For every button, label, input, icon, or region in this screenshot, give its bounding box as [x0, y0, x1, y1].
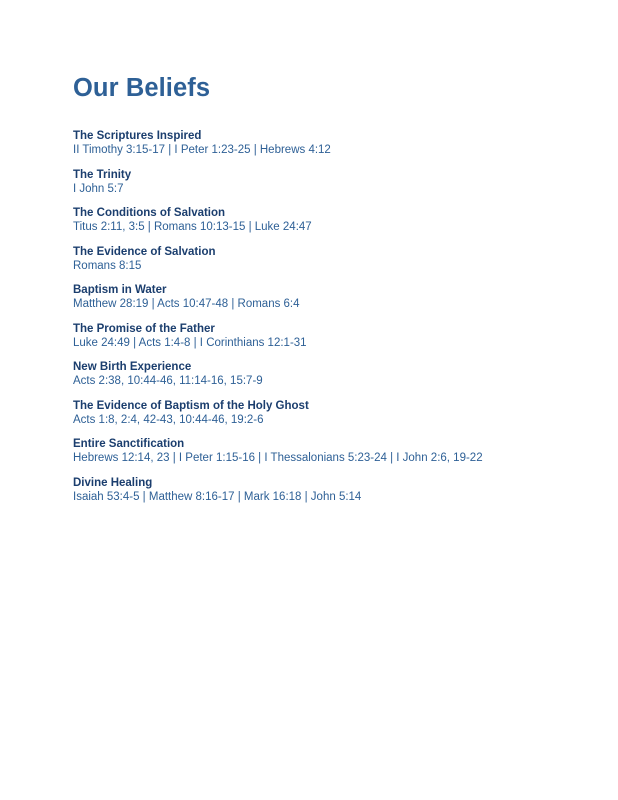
belief-references: Isaiah 53:4-5 | Matthew 8:16-17 | Mark 16:18 | John 5:14: [73, 490, 362, 503]
belief-references: II Timothy 3:15-17 | I Peter 1:23-25 | Hebrews 4:12: [73, 144, 331, 156]
belief-item-new-birth-experience: [73, 360, 593, 388]
belief-item-evidence-of-salvation: [73, 245, 593, 273]
belief-heading: The Scriptures Inspired: [73, 130, 202, 142]
belief-heading: Entire Sanctification: [73, 438, 185, 450]
belief-references: Hebrews 12:14, 23 | I Peter 1:15-16 | I Thessalonians 5:23-24 | I John 2:6, 19-22: [73, 452, 483, 464]
belief-heading: The Conditions of Salvation: [73, 207, 226, 219]
belief-heading: The Trinity: [73, 168, 132, 181]
belief-references: Acts 1:8, 2:4, 42-43, 10:44-46, 19:2-6: [73, 413, 264, 426]
page-title: Our Beliefs: [73, 74, 211, 102]
belief-references: Acts 2:38, 10:44-46, 11:14-16, 15:7-9: [73, 375, 263, 387]
belief-heading: The Promise of the Father: [73, 322, 215, 335]
belief-heading: Divine Healing: [73, 476, 153, 489]
belief-references: Romans 8:15: [73, 259, 142, 272]
belief-item-scriptures-inspired: [73, 129, 593, 157]
document-page: [73, 73, 593, 514]
belief-item-evidence-of-baptism: [73, 399, 593, 427]
belief-references: Titus 2:11, 3:5 | Romans 10:13-15 | Luke 24:47: [73, 221, 312, 233]
belief-references: I John 5:7: [73, 182, 124, 195]
belief-item-conditions-of-salvation: [73, 206, 593, 234]
belief-heading: The Evidence of Baptism of the Holy Ghost: [73, 399, 309, 412]
belief-heading: Baptism in Water: [73, 284, 167, 296]
belief-item-trinity: [73, 168, 593, 196]
belief-item-baptism-in-water: [73, 283, 593, 311]
belief-heading: New Birth Experience: [73, 361, 192, 373]
belief-item-entire-sanctification: [73, 437, 593, 465]
belief-references: Matthew 28:19 | Acts 10:47-48 | Romans 6:4: [73, 298, 300, 310]
belief-item-divine-healing: [73, 476, 593, 504]
beliefs-list: [73, 129, 593, 504]
belief-references: Luke 24:49 | Acts 1:4-8 | I Corinthians 12:1-31: [73, 336, 307, 349]
belief-item-promise-of-the-father: [73, 322, 593, 350]
belief-heading: The Evidence of Salvation: [73, 245, 216, 258]
